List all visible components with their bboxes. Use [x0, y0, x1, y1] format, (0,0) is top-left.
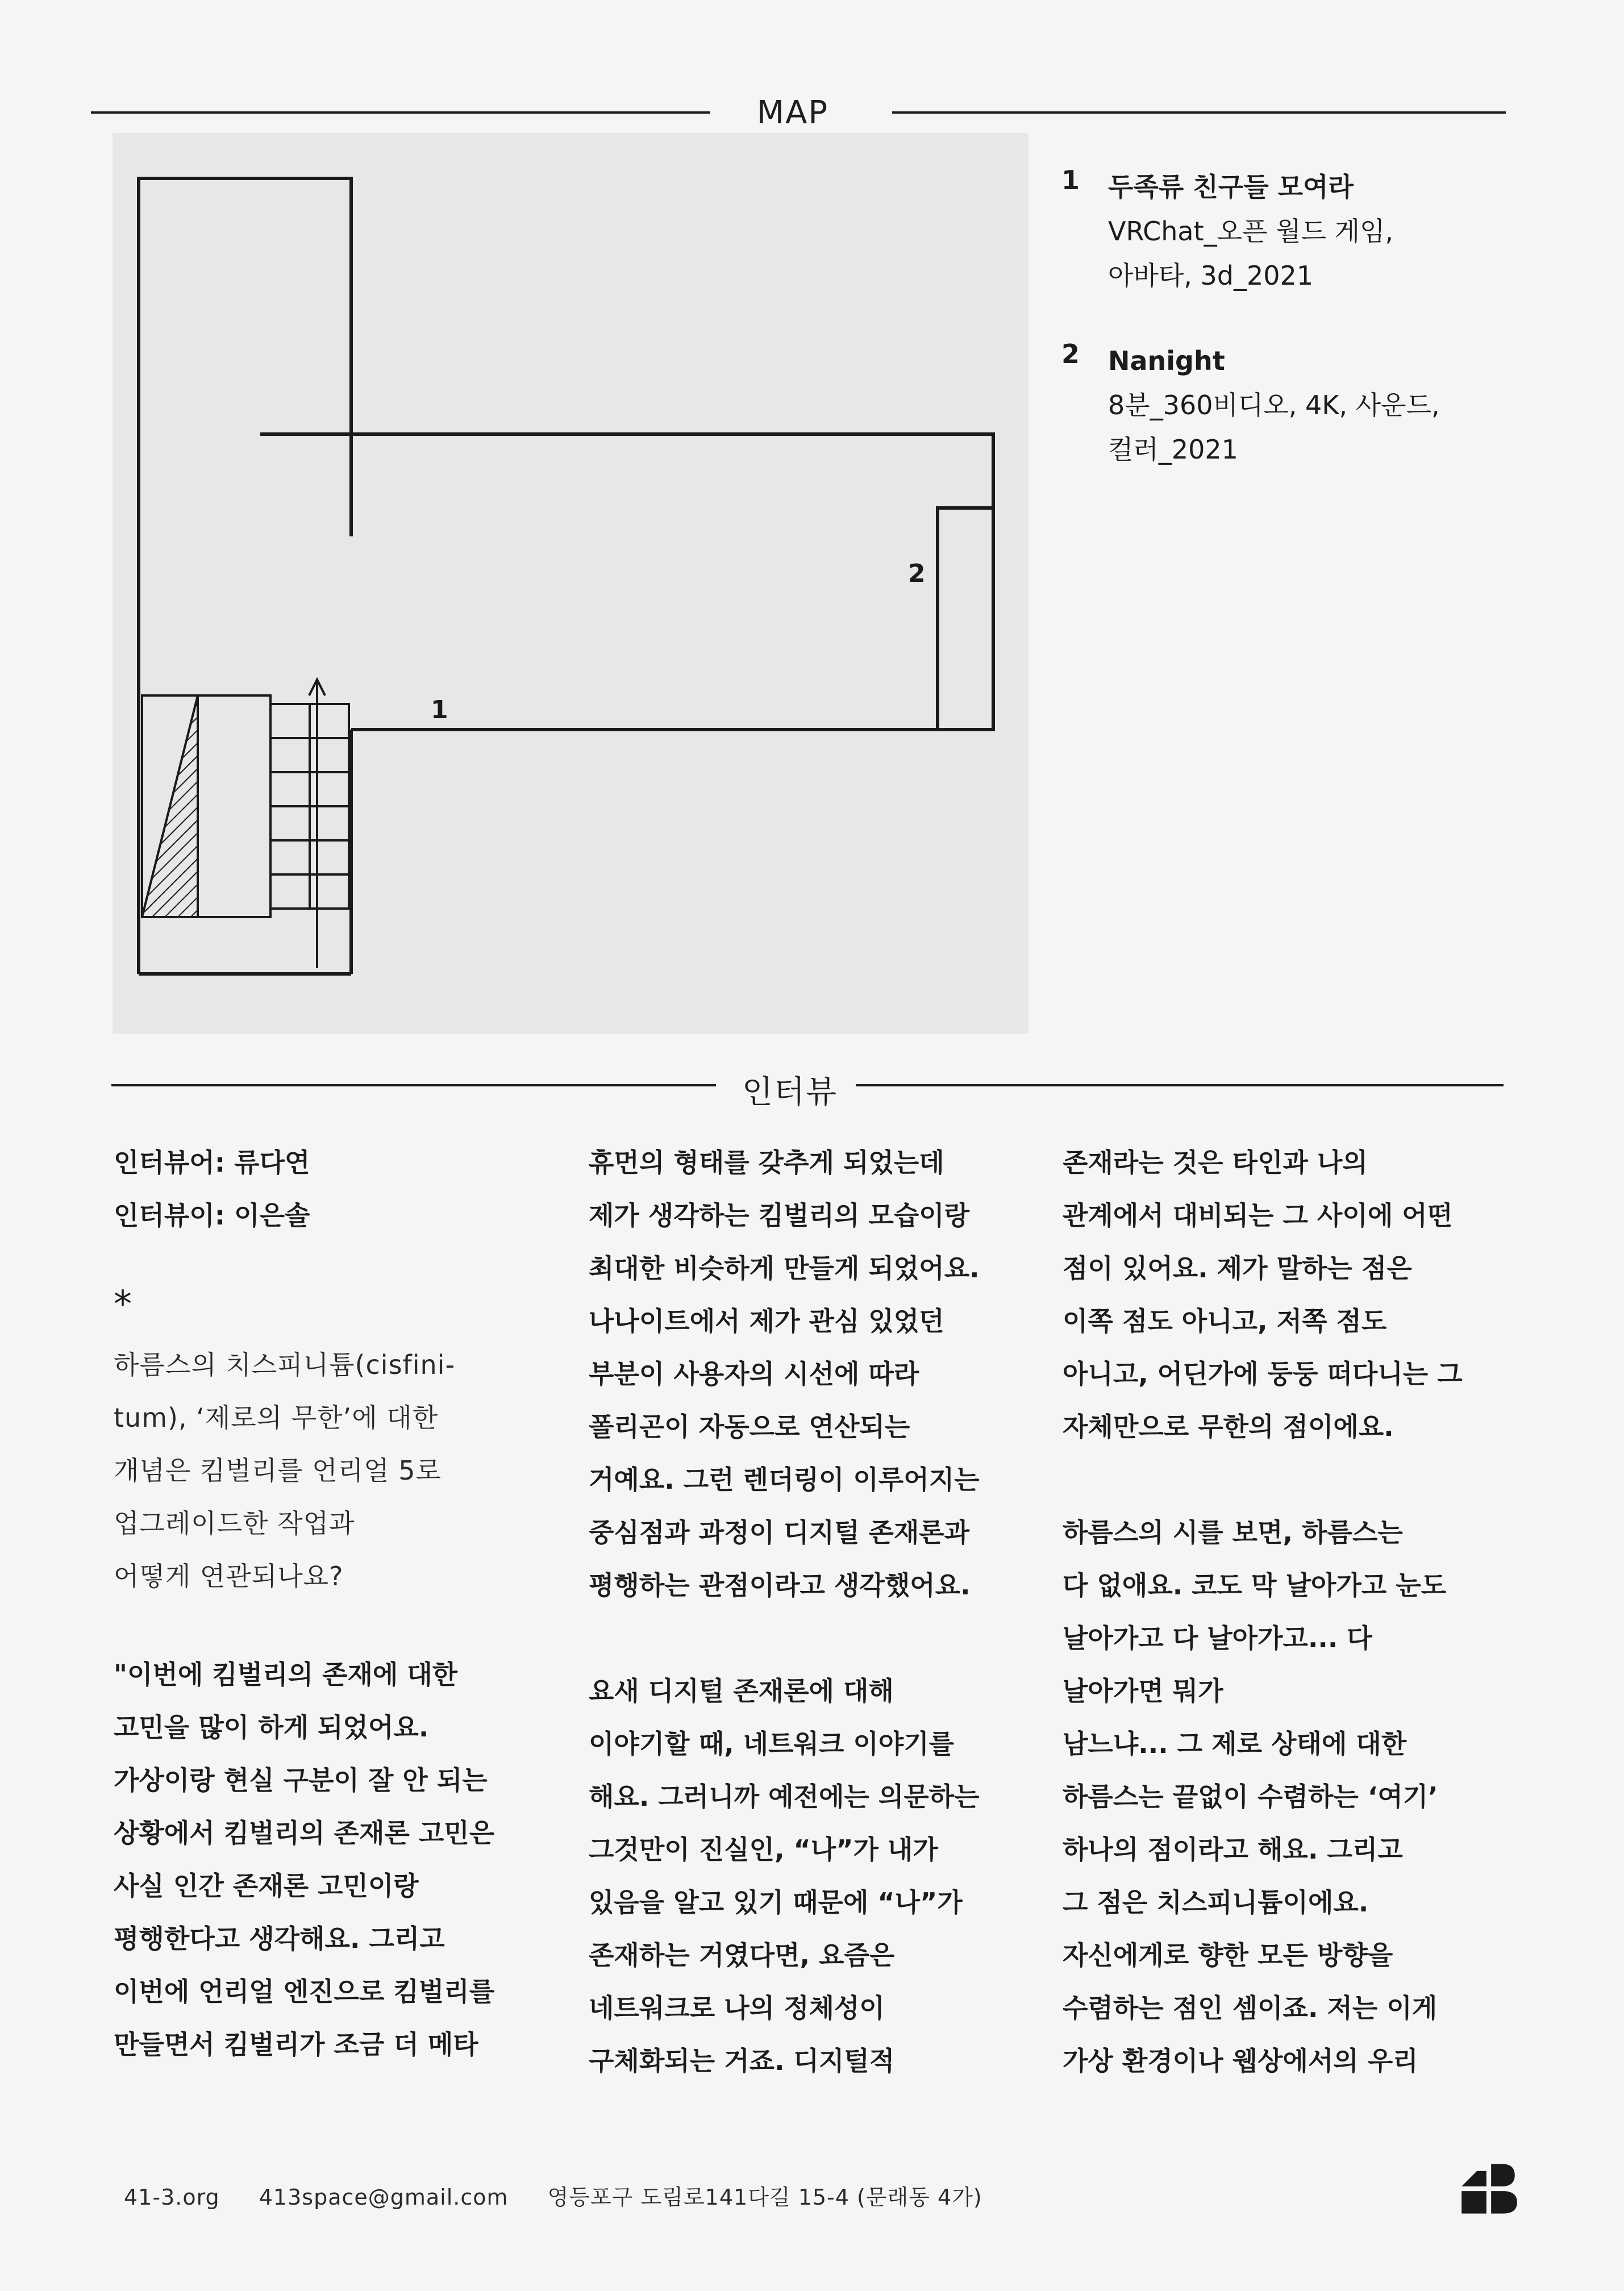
interview-question	[114, 1339, 563, 1603]
map-section-title: MAP	[739, 94, 847, 131]
legend-line: VRChat_오픈 월드 게임,	[1108, 216, 1394, 247]
answer-line: 이쪽 점도 아니고, 저쪽 점도	[1063, 1306, 1387, 1336]
answer-line: 존재라는 것은 타인과 나의	[1063, 1147, 1368, 1178]
answer-paragraph	[589, 1665, 1038, 2088]
answer-line: 자체만으로 무한의 점이에요.	[1063, 1411, 1394, 1442]
legend-item-2	[1061, 339, 1561, 472]
asterisk-divider: *	[114, 1284, 132, 1326]
answer-line: 나나이트에서 제가 관심 있었던	[589, 1306, 944, 1336]
legend-number: 1	[1061, 165, 1080, 195]
answer-line: 그 점은 치스피니튬이에요.	[1063, 1887, 1369, 1918]
answer-line: 상황에서 킴벌리의 존재론 고민은	[114, 1818, 495, 1848]
interview-rule-right	[856, 1084, 1504, 1086]
footer-address: 영등포구 도림로141다길 15-4 (문래동 4가)	[547, 2185, 982, 2210]
answer-line: 자신에게로 향한 모든 방향을	[1063, 1940, 1393, 1971]
legend-line: 아바타, 3d_2021	[1108, 260, 1314, 291]
map-marker-1: 1	[431, 695, 448, 724]
interviewer-name: 인터뷰어: 류다연	[114, 1147, 310, 1178]
answer-line: 이야기할 때, 네트워크 이야기를	[589, 1728, 955, 1759]
interview-column-3	[1063, 1136, 1511, 2088]
answer-line: 하름스는 끝없이 수렴하는 ‘여기’	[1063, 1781, 1438, 1812]
answer-line: 구체화되는 거죠. 디지털적	[589, 2046, 895, 2076]
answer-line: 폴리곤이 자동으로 연산되는	[589, 1411, 910, 1442]
answer-paragraph	[589, 1136, 1038, 1612]
answer-line: 하나의 점이라고 해요. 그리고	[1063, 1834, 1403, 1865]
stair-block	[142, 680, 349, 968]
interview-section-title: 인터뷰	[733, 1067, 847, 1113]
answer-line: 수렴하는 점인 셈이죠. 저는 이게	[1063, 1993, 1438, 2023]
legend-number: 2	[1061, 339, 1080, 369]
question-line: 하름스의 치스피니튬(cisfini-	[114, 1349, 456, 1380]
answer-line: 점이 있어요. 제가 말하는 점은	[1063, 1253, 1412, 1284]
question-line: 어떻게 연관되나요?	[114, 1561, 344, 1592]
question-line: tum), ‘제로의 무한’에 대한	[114, 1402, 439, 1433]
answer-line: 그것만이 진실인, “나”가 내가	[589, 1834, 938, 1865]
legend-title: 두족류 친구들 모여라	[1108, 172, 1354, 202]
interview-names	[114, 1136, 563, 1242]
answer-line: 다 없애요. 코도 막 날아가고 눈도	[1063, 1570, 1447, 1601]
map-rule-left	[91, 111, 710, 114]
answer-line: 만들면서 킴벌리가 조금 더 메타	[114, 2029, 478, 2060]
floor-plan-map	[113, 133, 1028, 1034]
answer-line: 날아가고 다 날아가고... 다	[1063, 1623, 1372, 1653]
legend-line: 8분_360비디오, 4K, 사운드,	[1108, 390, 1440, 420]
answer-line: 중심점과 과정이 디지털 존재론과	[589, 1517, 970, 1548]
answer-paragraph	[114, 1648, 563, 2071]
answer-line: 평행한다고 생각해요. 그리고	[114, 1923, 445, 1954]
footer-email[interactable]: 413space@gmail.com	[259, 2185, 509, 2210]
answer-line: "이번에 킴벌리의 존재에 대한	[114, 1659, 458, 1690]
legend-item-1	[1061, 165, 1561, 298]
answer-paragraph	[1063, 1136, 1511, 1453]
interviewee-name: 인터뷰이: 이은솔	[114, 1200, 310, 1231]
answer-line: 네트워크로 나의 정체성이	[589, 1993, 885, 2023]
answer-line: 제가 생각하는 킴벌리의 모습이랑	[589, 1200, 970, 1231]
question-line: 업그레이드한 작업과	[114, 1508, 355, 1539]
map-legend	[1061, 165, 1561, 513]
answer-line: 가상 환경이나 웹상에서의 우리	[1063, 2046, 1418, 2076]
answer-line: 요새 디지털 존재론에 대해	[589, 1676, 894, 1706]
interview-column-2	[589, 1136, 1038, 2088]
answer-line: 최대한 비슷하게 만들게 되었어요.	[589, 1253, 980, 1284]
answer-line: 휴먼의 형태를 갖추게 되었는데	[589, 1147, 944, 1178]
answer-line: 이번에 언리얼 엔진으로 킴벌리를	[114, 1976, 495, 2007]
footer-website[interactable]: 41-3.org	[124, 2185, 220, 2210]
interview-column-1	[114, 1136, 563, 2071]
answer-line: 평행하는 관점이라고 생각했어요.	[589, 1570, 971, 1601]
answer-line: 해요. 그러니까 예전에는 의문하는	[589, 1781, 980, 1812]
answer-line: 있음을 알고 있기 때문에 “나”가	[589, 1887, 963, 1918]
answer-line: 가상이랑 현실 구분이 잘 안 되는	[114, 1765, 488, 1796]
answer-line: 고민을 많이 하게 되었어요.	[114, 1712, 429, 1743]
answer-paragraph	[1063, 1506, 1511, 2088]
answer-line: 부분이 사용자의 시선에 따라	[589, 1359, 919, 1389]
answer-line: 관계에서 대비되는 그 사이에 어떤	[1063, 1200, 1453, 1231]
interview-rule-left	[111, 1084, 716, 1086]
legend-title: Nanight	[1108, 345, 1225, 376]
answer-line: 하름스의 시를 보면, 하름스는	[1063, 1517, 1403, 1548]
footer	[124, 2180, 1014, 2211]
question-line: 개념은 킴벌리를 언리얼 5로	[114, 1455, 442, 1486]
floor-plan-svg	[113, 133, 1028, 1034]
space-logo-icon	[1459, 2159, 1518, 2218]
map-marker-2: 2	[908, 559, 926, 588]
answer-line: 남느냐... 그 제로 상태에 대한	[1063, 1728, 1407, 1759]
answer-line: 날아가면 뭐가	[1063, 1676, 1223, 1706]
map-rule-right	[892, 111, 1506, 114]
answer-line: 거예요. 그런 렌더링이 이루어지는	[589, 1464, 980, 1495]
answer-line: 존재하는 거였다면, 요즘은	[589, 1940, 895, 1971]
legend-line: 컬러_2021	[1108, 434, 1238, 465]
floor-plan-walls	[139, 178, 993, 974]
answer-line: 사실 인간 존재론 고민이랑	[114, 1871, 419, 1901]
answer-line: 아니고, 어딘가에 둥둥 떠다니는 그	[1063, 1359, 1463, 1389]
